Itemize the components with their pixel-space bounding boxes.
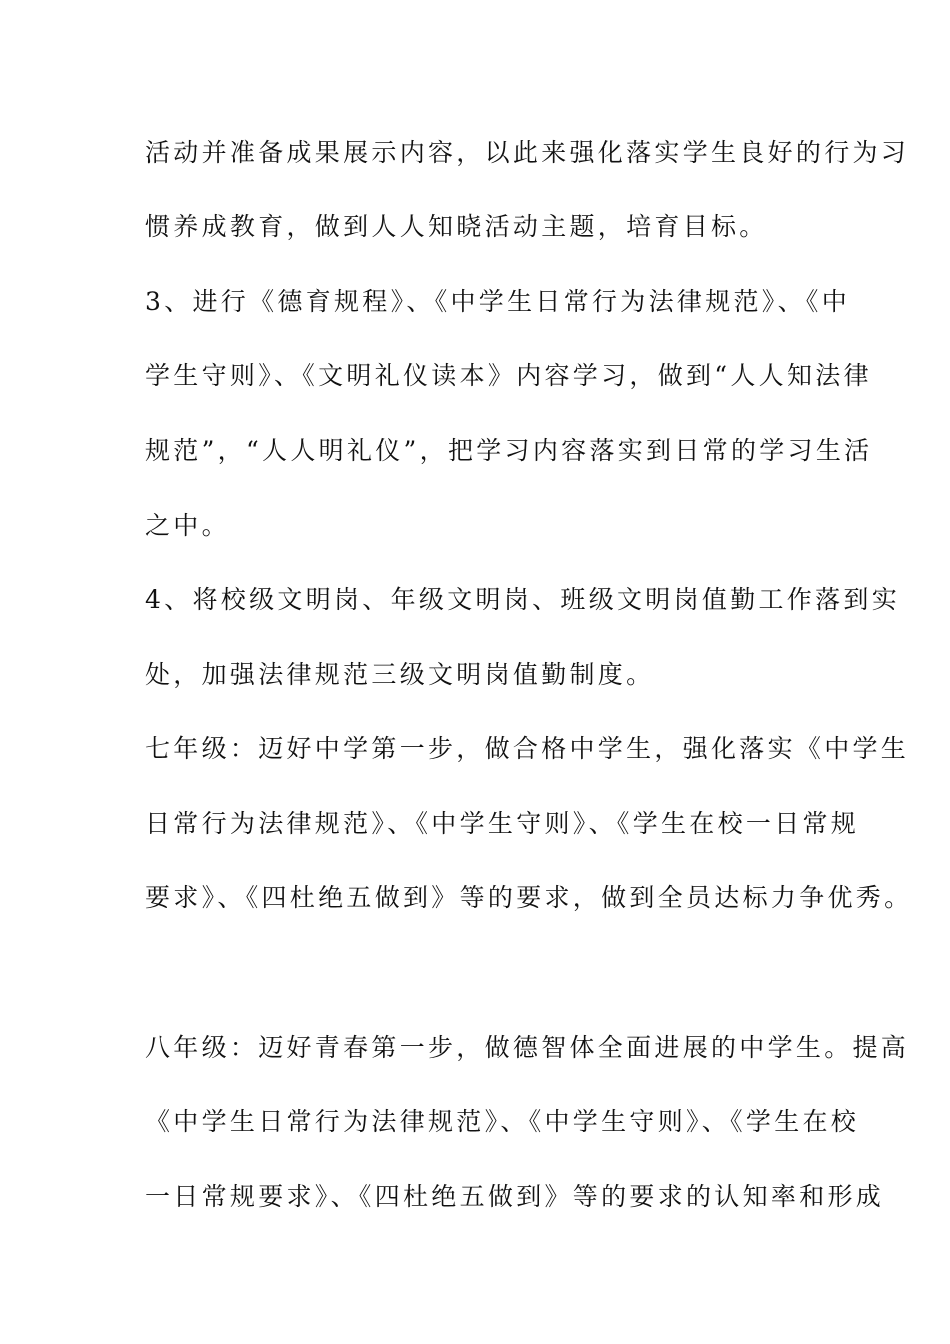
text-line: 《中学生日常行为法律规范》、《中学生守则》、《学生在校	[145, 1107, 860, 1136]
text-line: 处，加强法律规范三级文明岗值勤制度。	[145, 660, 655, 689]
text-line: 八年级：迈好青春第一步，做德智体全面进展的中学生。提高	[145, 1033, 910, 1062]
text-line: 3、进行《德育规程》、《中学生日常行为法律规范》、《中	[145, 287, 851, 316]
text-line: 一日常规要求》、《四杜绝五做到》等的要求的认知率和形成	[145, 1182, 885, 1211]
text-line: 活动并准备成果展示内容，以此来强化落实学生良好的行为习	[145, 138, 910, 167]
text-line: 日常行为法律规范》、《中学生守则》、《学生在校一日常规	[145, 809, 860, 838]
text-line: 惯养成教育，做到人人知晓活动主题，培育目标。	[145, 212, 768, 241]
text-line: 4、将校级文明岗、年级文明岗、班级文明岗值勤工作落到实	[145, 585, 901, 614]
text-line: 之中。	[145, 511, 230, 540]
text-line: 七年级：迈好中学第一步，做合格中学生，强化落实《中学生	[145, 734, 910, 763]
text-line: 要求》、《四杜绝五做到》等的要求，做到全员达标力争优秀。	[145, 883, 913, 912]
text-line: 规范”，“人人明礼仪”，把学习内容落实到日常的学习生活	[145, 436, 873, 465]
text-line: 学生守则》、《文明礼仪读本》内容学习，做到“人人知法律	[145, 361, 872, 390]
